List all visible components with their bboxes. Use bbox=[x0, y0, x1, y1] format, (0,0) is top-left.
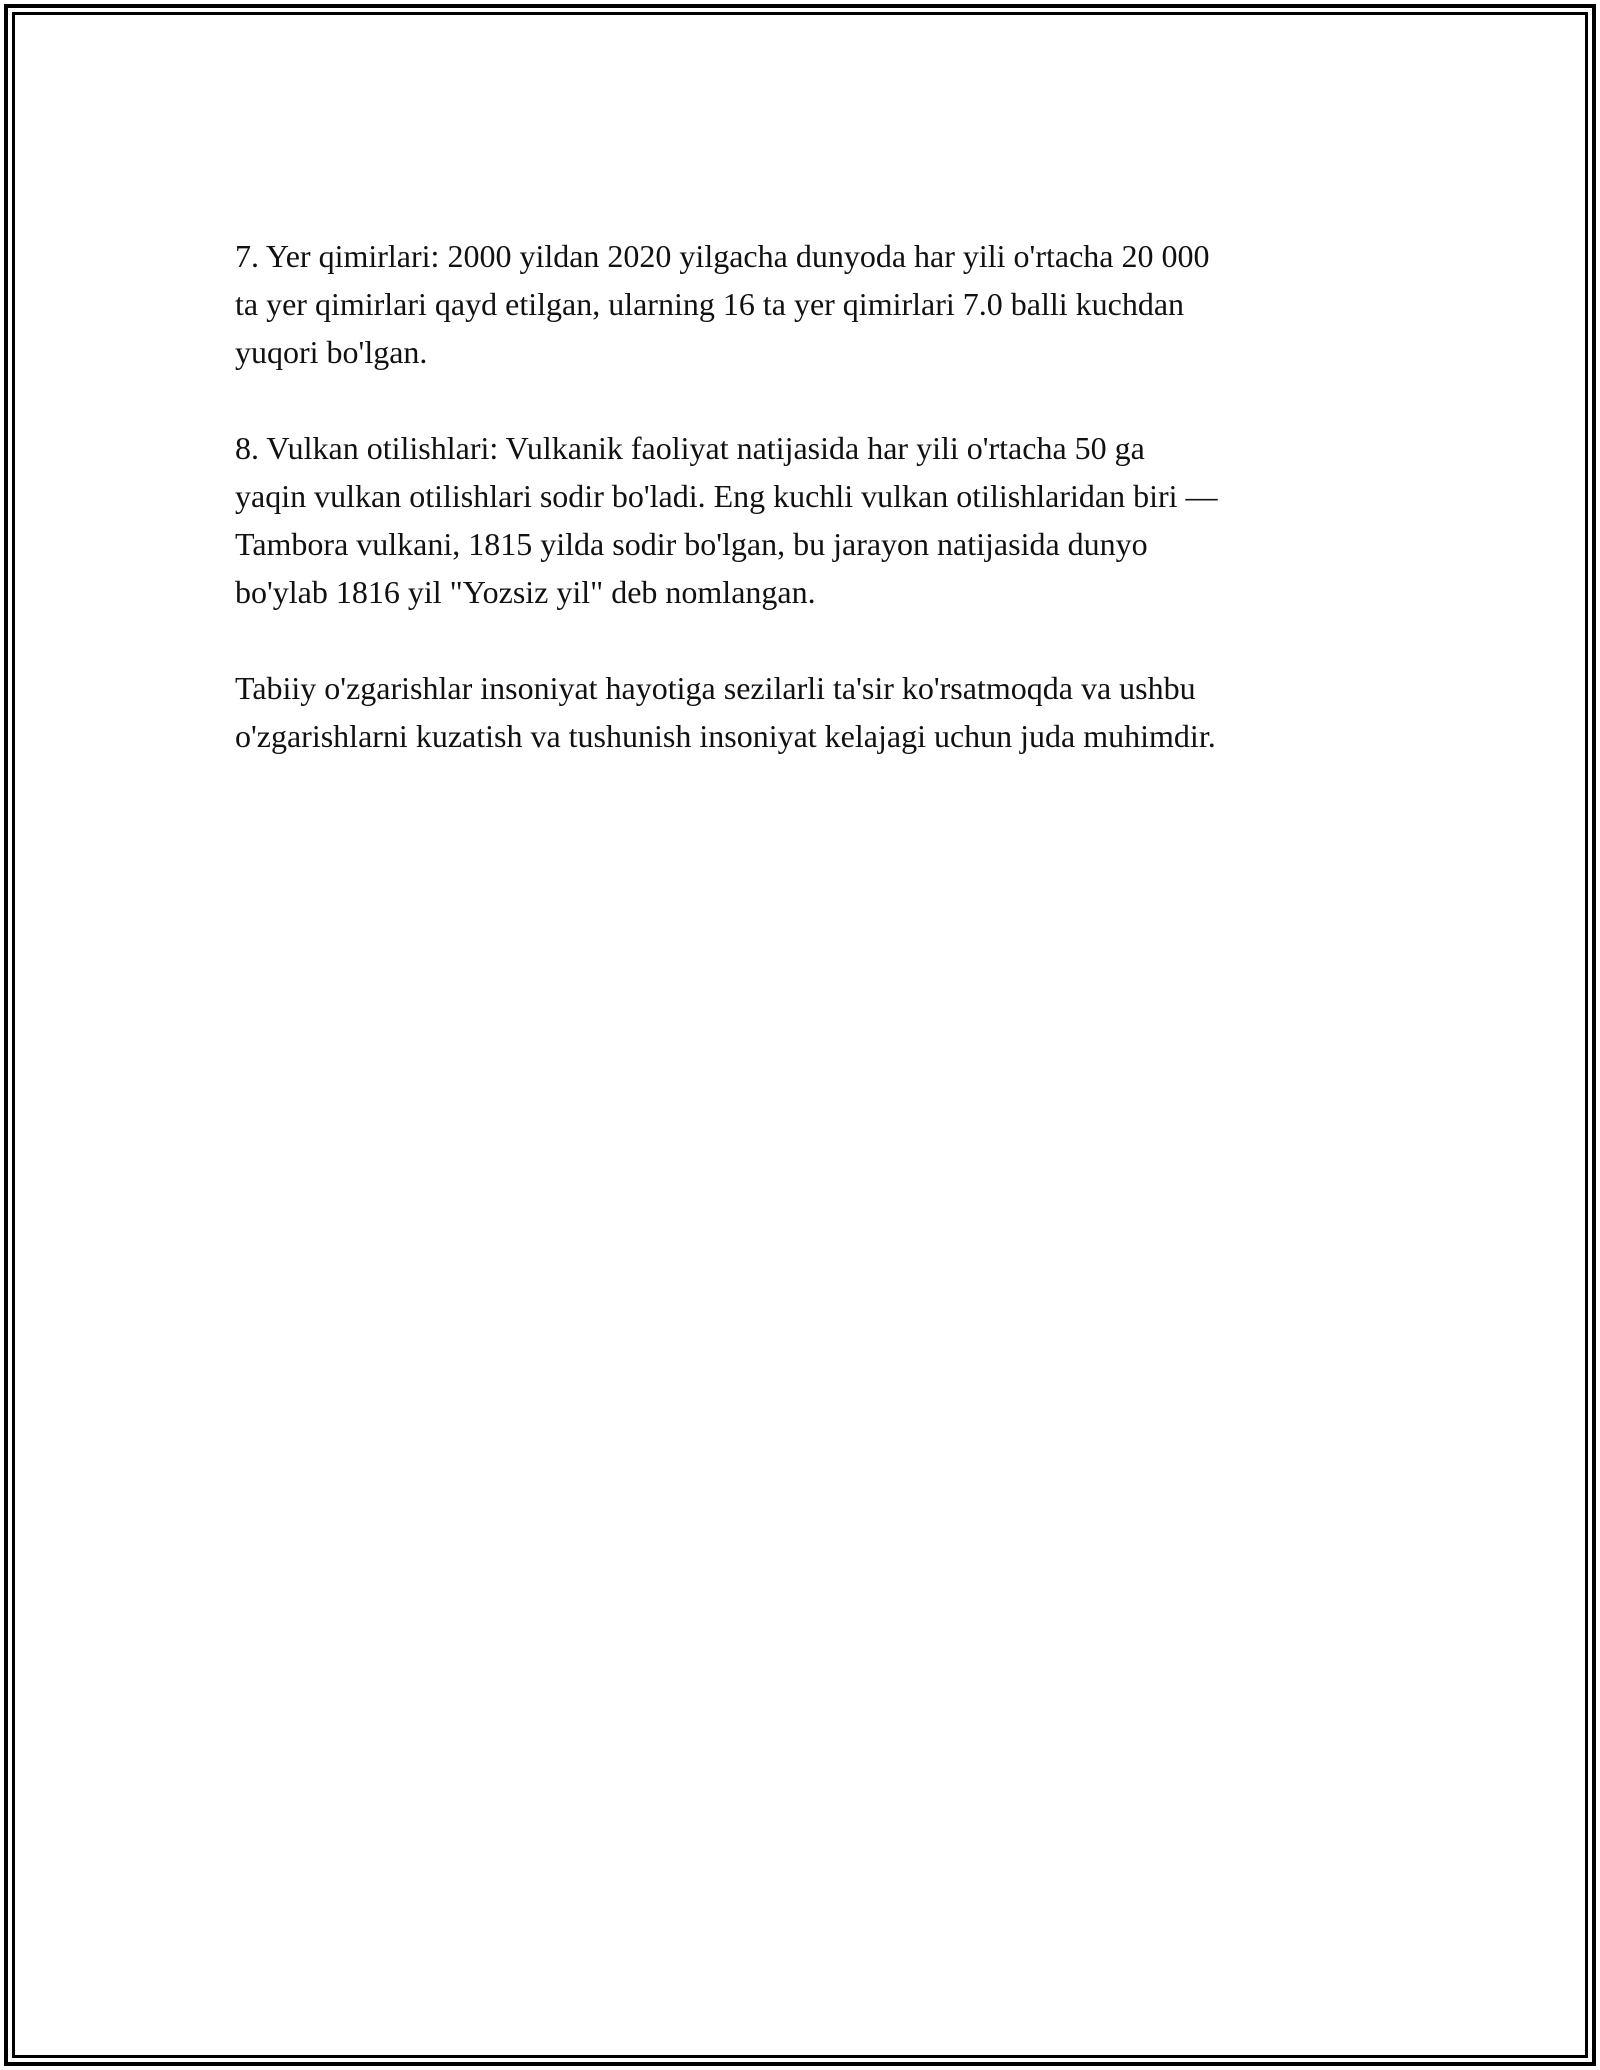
document-body bbox=[235, 232, 1375, 808]
paragraph-volcanic-eruptions: 8. Vulkan otilishlari: Vulkanik faoliyat natijasida har yili o'rtacha 50 ga yaqin vulkan otilishlari sodir bo'ladi. Eng kuchli vulkan otilishlaridan biri — Tambora vulkani, 1815 yilda sodir bo'lgan, bu jarayon natijasida dunyo bo'ylab 1816 yil "Yozsiz yil" deb nomlangan. bbox=[235, 430, 1218, 610]
paragraph-earthquakes: 7. Yer qimirlari: 2000 yildan 2020 yilgacha dunyoda har yili o'rtacha 20 000 ta yer qimirlari qayd etilgan, ularning 16 ta yer qimirlari 7.0 balli kuchdan yuqori bo'lgan. bbox=[235, 238, 1210, 370]
paragraph-conclusion: Tabiiy o'zgarishlar insoniyat hayotiga sezilarli ta'sir ko'rsatmoqda va ushbu o'zgarishlarni kuzatish va tushunish insoniyat kelajagi uchun juda muhimdir. bbox=[235, 670, 1216, 754]
